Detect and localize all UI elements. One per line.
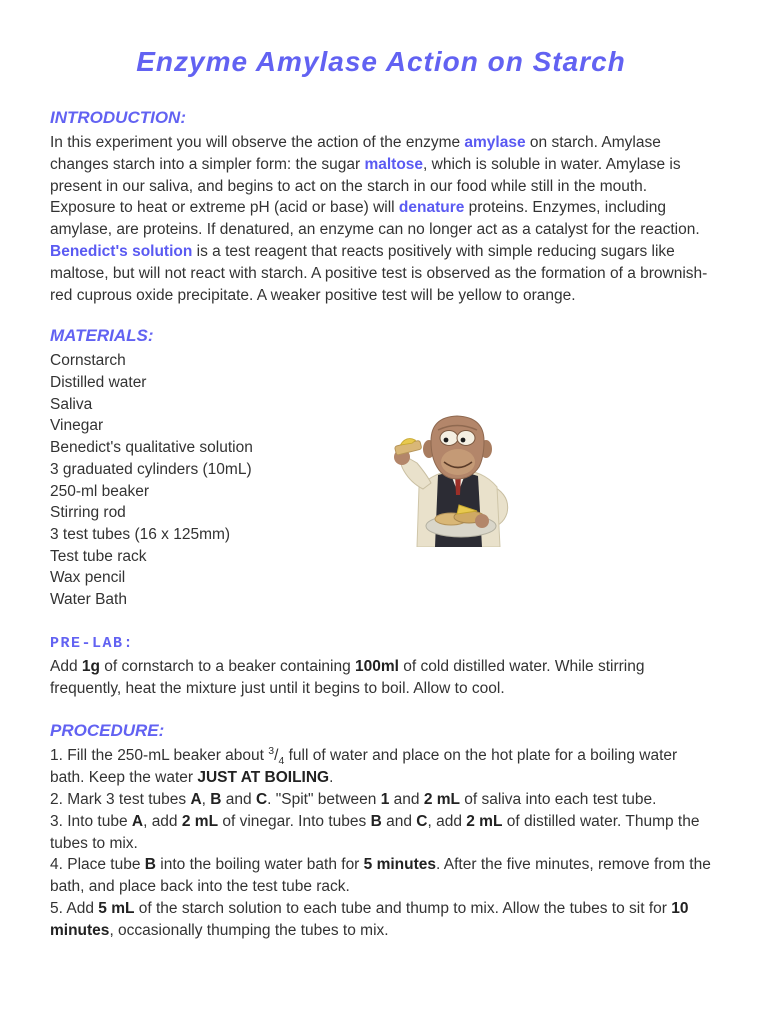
materials-list xyxy=(50,350,712,610)
introduction-paragraph: In this experiment you will observe the action of the enzyme amylase on starch. Amylase changes starch into a simpler form: the sugar maltose, which is soluble in water. Amylase is present in our saliva, and begins to act on the starch in our food while still in the mouth. Exposure to heat or extreme pH (acid or base) will denature proteins. Enzymes, including amylase, are proteins. If denatured, an enzyme can no longer act as a catalyst for the reaction. Benedict's solution is a test reagent that reacts positively with simple reducing sugars like maltose, but will not react with starch. A positive test is observed as the formation of a brownish-red cuprous oxide precipitate. A weaker positive test will be yellow to orange. xyxy=(50,134,708,304)
material-item: Distilled water xyxy=(50,374,147,392)
procedure-step: 4. Place tube B into the boiling water bath for 5 minutes. After the five minutes, remove from the bath, and place back into the test tube rack. xyxy=(50,856,711,896)
material-item: 250-ml beaker xyxy=(50,482,150,500)
material-item: Cornstarch xyxy=(50,352,126,370)
material-item: Stirring rod xyxy=(50,504,126,522)
material-item: Vinegar xyxy=(50,417,104,435)
wallace-clipart-svg xyxy=(383,413,533,547)
procedure-step: 3. Into tube A, add 2 mL of vinegar. Into tubes B and C, add 2 mL of distilled water. Thump the tubes to mix. xyxy=(50,812,700,852)
material-item: Saliva xyxy=(50,395,93,413)
prelab-heading: PRE-LAB: xyxy=(50,634,135,652)
procedure-step: 5. Add 5 mL of the starch solution to each tube and thump to mix. Allow the tubes to sit for 10 minutes, occasionally thumping the tubes to mix. xyxy=(50,899,689,939)
wallace-clipart-image xyxy=(383,413,533,547)
materials-heading: MATERIALS: xyxy=(50,326,154,346)
material-item: 3 test tubes (16 x 125mm) xyxy=(50,526,231,543)
introduction-heading: INTRODUCTION: xyxy=(50,108,186,127)
procedure-steps xyxy=(50,745,712,941)
material-item: Water Bath xyxy=(50,591,127,609)
procedure-step: 2. Mark 3 test tubes A, B and C. "Spit" between 1 and 2 mL of saliva into each test tube. xyxy=(50,791,657,808)
material-item: Benedict's qualitative solution xyxy=(50,439,253,457)
material-item: Test tube rack xyxy=(50,547,147,565)
page-title: Enzyme Amylase Action on Starch xyxy=(136,46,626,77)
material-item: 3 graduated cylinders (10mL) xyxy=(50,460,252,478)
procedure-step: 1. Fill the 250-mL beaker about $^3/_4$ full of water and place on the hot plate for a boiling water bath. Keep the water JUST AT BOILING. xyxy=(50,745,678,787)
prelab-paragraph: Add 1g of cornstarch to a beaker containing 100ml of cold distilled water. While stirring frequently, heat the mixture just until it begins to boil. Allow to cool. xyxy=(50,657,645,697)
material-item: Wax pencil xyxy=(50,569,126,587)
procedure-heading: PROCEDURE: xyxy=(50,721,165,741)
